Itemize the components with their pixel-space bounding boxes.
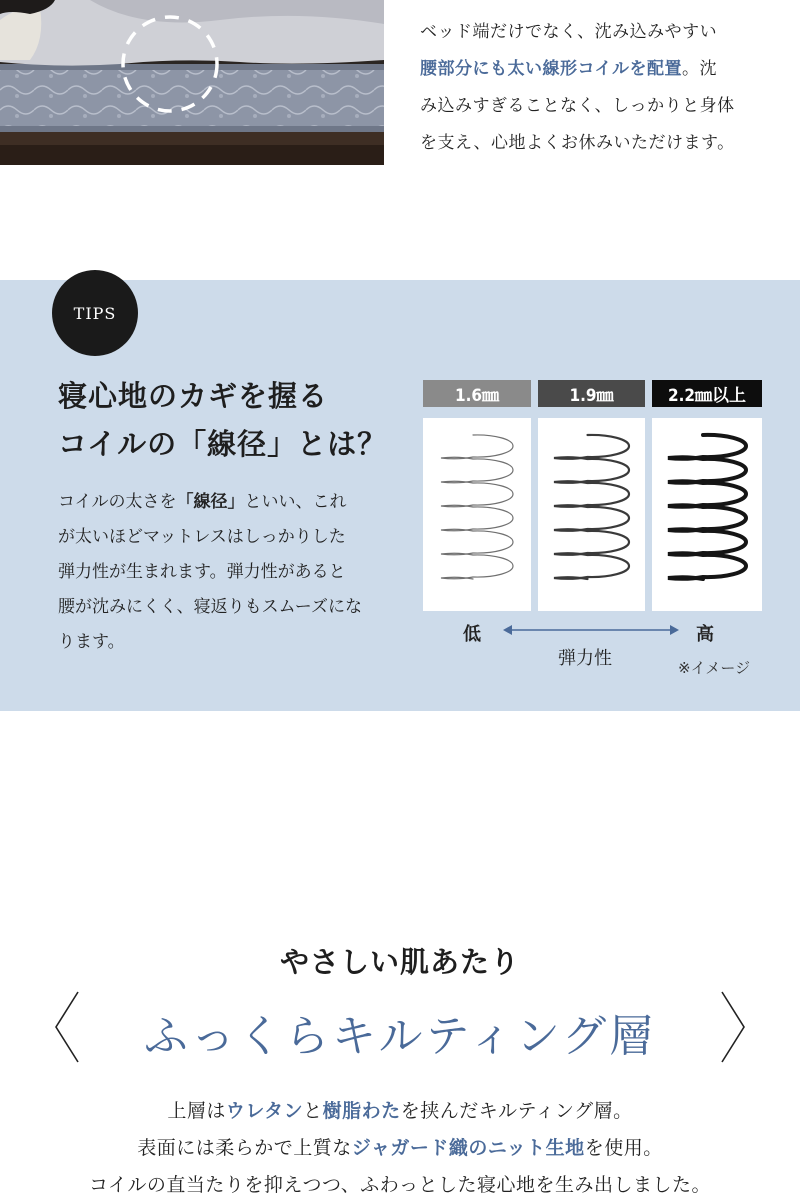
coil-card-thick (652, 418, 762, 611)
coil-path (441, 435, 513, 579)
coil-path (668, 435, 746, 579)
quilting-line (0, 1130, 800, 1167)
mattress-photo (0, 0, 384, 165)
tips-body-line: ります。 (58, 632, 125, 652)
tips-body-line (58, 485, 403, 520)
tips-title-line: 寝心地のカギを握る (58, 379, 329, 413)
intro-line-rest: 。沈 (682, 59, 717, 79)
tips-body-text: といい、これ (244, 492, 347, 512)
tips-section (0, 280, 800, 711)
tips-body-text: コイルの太さを (58, 492, 177, 512)
quilting-text: を使用。 (584, 1137, 663, 1159)
quilting-text: 上層は (167, 1100, 226, 1122)
quilting-highlight: ウレタン (225, 1100, 304, 1122)
image-note: ※イメージ (678, 659, 751, 677)
coil-card-thin (423, 418, 531, 611)
coil-path (554, 435, 629, 579)
quilting-line (0, 1093, 800, 1130)
double-arrow-icon (503, 624, 679, 636)
tips-body (58, 485, 403, 660)
elasticity-label: 弾力性 (558, 648, 612, 669)
intro-line: を支え、心地よくお休みいただけます。 (420, 133, 735, 153)
intro-section (0, 0, 800, 190)
quilting-description (0, 1093, 800, 1200)
intro-highlight: 腰部分にも太い線形コイルを配置 (420, 59, 682, 79)
tips-body-line: 弾力性が生まれます。弾力性があると (58, 562, 346, 582)
quilting-heading: ふっくらキルティング層 (143, 1011, 657, 1062)
tips-body-line: 腰が沈みにくく、寝返りもスムーズにな (58, 597, 362, 617)
coil-thin-icon (423, 418, 531, 611)
spec-label-1-9mm: 1.9㎜ (538, 380, 645, 407)
quilting-text: と (303, 1100, 323, 1122)
chevron-right-icon[interactable] (718, 990, 748, 1064)
quilting-subheading: やさしい肌あたり (279, 945, 520, 979)
quilting-highlight: ジャガード織のニット生地 (351, 1137, 585, 1159)
quilting-text: を挟んだキルティング層。 (400, 1100, 633, 1122)
quilting-text: 表面には柔らかで上質な (137, 1137, 352, 1159)
spec-label-1-6mm: 1.6㎜ (423, 380, 531, 407)
quilting-highlight: 樹脂わた (322, 1100, 401, 1122)
tips-title (58, 372, 418, 468)
intro-line: ベッド端だけでなく、沈み込みやすい (420, 22, 718, 42)
tips-body-bold: 「線径」 (176, 492, 245, 512)
tips-badge: TIPS (52, 270, 138, 356)
intro-text (420, 14, 780, 162)
tips-title-line: コイルの「線径」とは？ (58, 427, 388, 461)
intro-line: み込みすぎることなく、しっかりと身体 (420, 96, 735, 116)
coil-thick-icon (652, 418, 762, 611)
intro-line (420, 51, 780, 88)
quilting-line: コイルの直当たりを抑えつつ、ふわっとした寝心地を生み出しました。 (88, 1174, 712, 1196)
spec-label-2-2mm: 2.2㎜以上 (652, 380, 762, 407)
coil-medium-icon (538, 418, 645, 611)
coil-card-medium (538, 418, 645, 611)
high-label: 高 (696, 624, 714, 645)
low-label: 低 (463, 624, 481, 645)
tips-body-line: が太いほどマットレスはしっかりした (58, 527, 346, 547)
